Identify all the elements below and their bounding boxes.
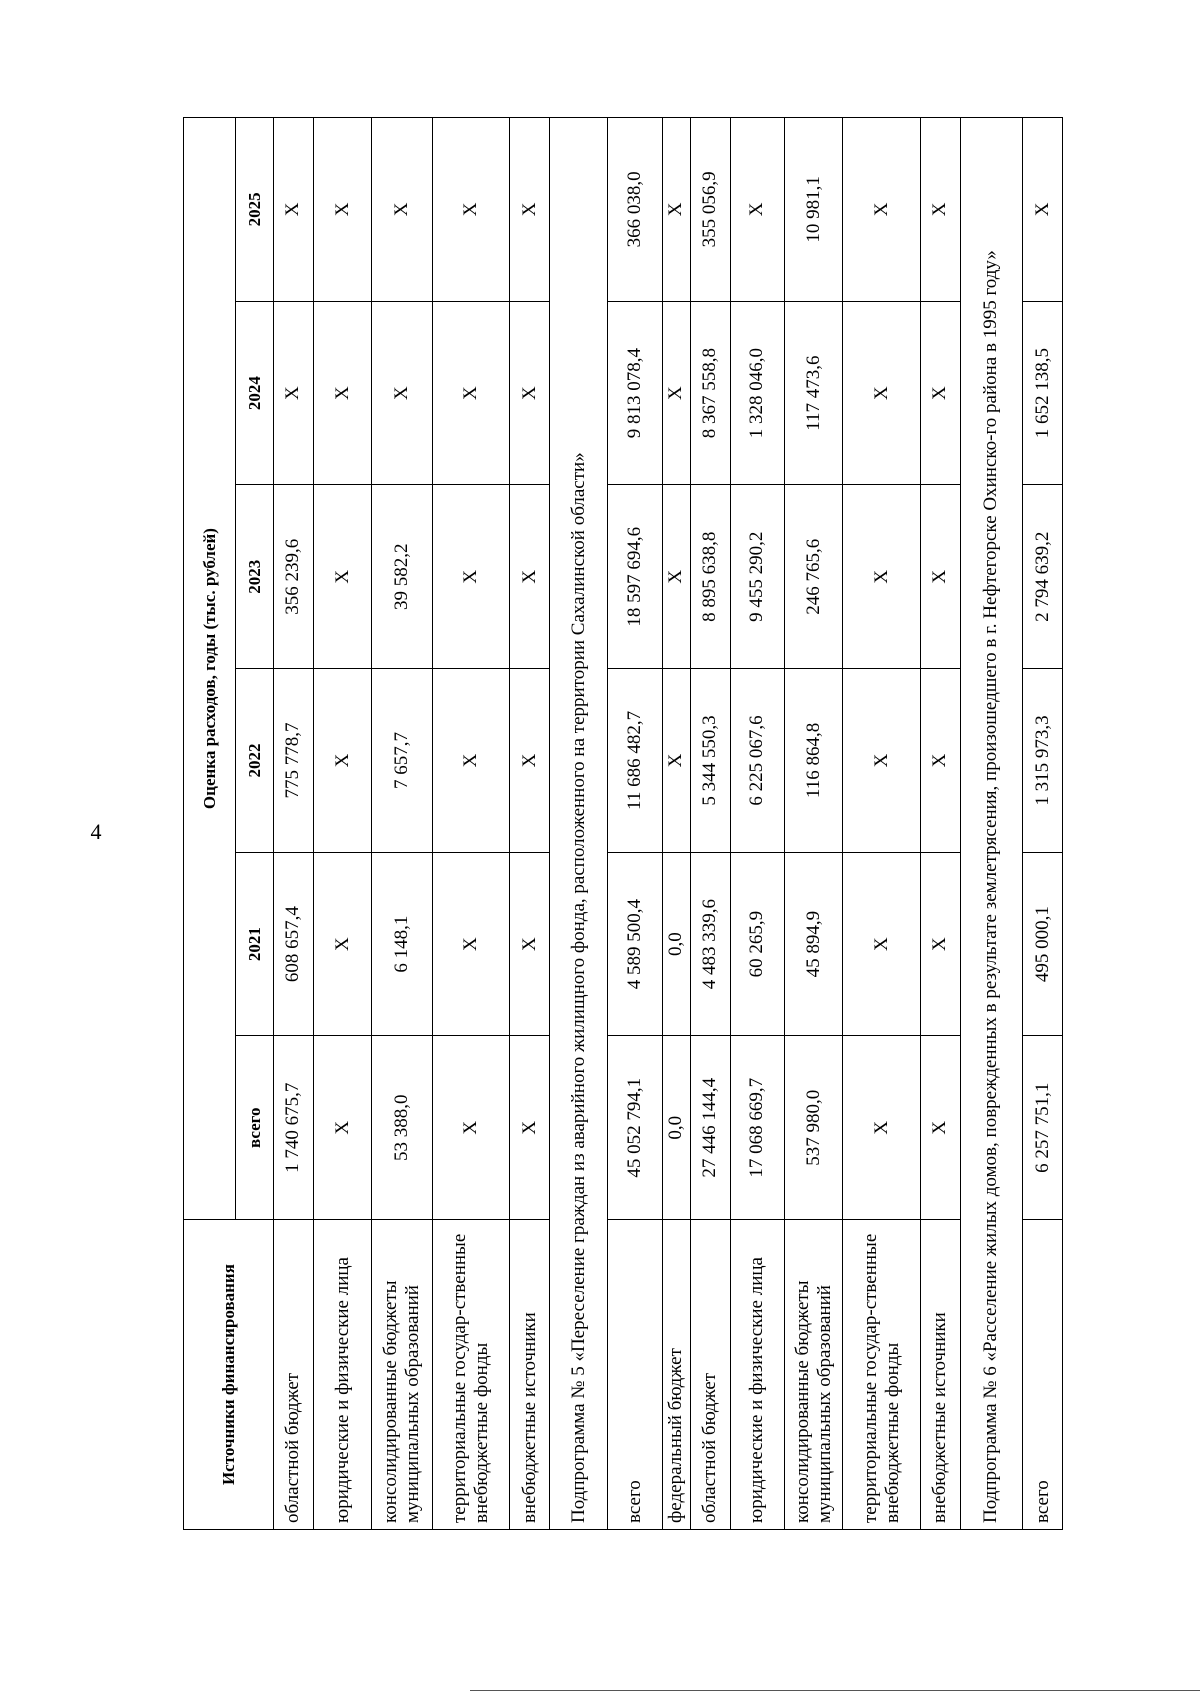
value-cell: 366 038,0 (608, 118, 662, 302)
value-cell: Х (432, 669, 509, 853)
value-cell: 117 473,6 (784, 301, 843, 485)
value-cell: 6 148,1 (372, 852, 433, 1036)
value-cell: 27 446 144,4 (690, 1036, 730, 1220)
value-cell: 116 864,8 (784, 669, 843, 853)
value-cell: Х (662, 301, 690, 485)
value-cell: 7 657,7 (372, 669, 433, 853)
table-row (662, 118, 690, 1530)
value-cell: Х (920, 669, 960, 853)
year-header: 2024 (236, 301, 274, 485)
table-row (274, 118, 314, 1530)
table-row (843, 118, 920, 1530)
value-cell: 4 483 339,6 (690, 852, 730, 1036)
value-cell: 2 794 639,2 (1023, 485, 1063, 669)
value-cell: Х (432, 301, 509, 485)
source-label: юридические и физические лица (313, 1220, 372, 1530)
source-label: внебюджетные источники (510, 1220, 550, 1530)
value-cell: Х (313, 669, 372, 853)
page-number: 4 (90, 819, 102, 844)
value-cell: Х (372, 118, 433, 302)
source-label: всего (1023, 1220, 1063, 1530)
source-label: областной бюджет (690, 1220, 730, 1530)
value-cell: Х (274, 118, 314, 302)
source-label: областной бюджет (274, 1220, 314, 1530)
year-header: 2022 (236, 669, 274, 853)
table-row (608, 118, 662, 1530)
value-cell: Х (920, 485, 960, 669)
source-label: территориальные государ-ственные внебюджетные фонды (843, 1220, 920, 1530)
subprogram-title: Подпрограмма № 5 «Переселение граждан из аварийного жилищного фонда, расположенного на территории Сахалинской области» (549, 118, 608, 1530)
value-cell: 60 265,9 (730, 852, 784, 1036)
value-cell: 9 455 290,2 (730, 485, 784, 669)
value-cell: Х (843, 485, 920, 669)
value-cell: Х (843, 118, 920, 302)
table-body (274, 118, 1063, 1530)
value-cell: 1 315 973,3 (1023, 669, 1063, 853)
value-cell: 1 652 138,5 (1023, 301, 1063, 485)
subprogram-row (960, 118, 1023, 1530)
year-header: 2021 (236, 852, 274, 1036)
value-cell: 356 239,6 (274, 485, 314, 669)
value-cell: Х (313, 852, 372, 1036)
year-header: 2023 (236, 485, 274, 669)
value-cell: 45 052 794,1 (608, 1036, 662, 1220)
value-cell: Х (843, 1036, 920, 1220)
value-cell: 9 813 078,4 (608, 301, 662, 485)
value-cell: Х (510, 852, 550, 1036)
value-cell: Х (843, 852, 920, 1036)
value-cell: 10 981,1 (784, 118, 843, 302)
value-cell: Х (313, 485, 372, 669)
value-cell: Х (843, 669, 920, 853)
table-row (432, 118, 509, 1530)
value-cell: 0,0 (662, 1036, 690, 1220)
subprogram-title: Подпрограмма № 6 «Расселение жилых домов, поврежденных в результате землетрясения, произошедшего в г. Нефтегорске Охинско-го района в 1995 году» (960, 118, 1023, 1530)
value-cell: 0,0 (662, 852, 690, 1036)
value-cell: 246 765,6 (784, 485, 843, 669)
value-cell: Х (1023, 118, 1063, 302)
year-header: всего (236, 1036, 274, 1220)
value-cell: 495 000,1 (1023, 852, 1063, 1036)
value-cell: Х (730, 118, 784, 302)
value-cell: Х (313, 301, 372, 485)
value-cell: Х (510, 669, 550, 853)
source-label: консолидированные бюджеты муниципальных образований (784, 1220, 843, 1530)
value-cell: 17 068 669,7 (730, 1036, 784, 1220)
value-cell: 18 597 694,6 (608, 485, 662, 669)
value-cell: 775 778,7 (274, 669, 314, 853)
source-label: федеральный бюджет (662, 1220, 690, 1530)
table-row (1023, 118, 1063, 1530)
value-cell: Х (662, 118, 690, 302)
value-cell: Х (843, 301, 920, 485)
source-label: внебюджетные источники (920, 1220, 960, 1530)
table-row (372, 118, 433, 1530)
value-cell: Х (510, 301, 550, 485)
value-cell: Х (432, 485, 509, 669)
table-row (730, 118, 784, 1530)
financing-table (183, 117, 1063, 1530)
value-cell: Х (274, 301, 314, 485)
table-row (510, 118, 550, 1530)
table-row (690, 118, 730, 1530)
value-cell: Х (432, 852, 509, 1036)
value-cell: Х (372, 301, 433, 485)
rotated-table-wrapper (183, 117, 1063, 1530)
table-row (920, 118, 960, 1530)
value-cell: Х (920, 852, 960, 1036)
value-cell: Х (662, 485, 690, 669)
value-cell: 608 657,4 (274, 852, 314, 1036)
estimate-header: Оценка расходов, годы (тыс. рублей) (184, 118, 236, 1220)
value-cell: 53 388,0 (372, 1036, 433, 1220)
value-cell: 11 686 482,7 (608, 669, 662, 853)
value-cell: 8 895 638,8 (690, 485, 730, 669)
value-cell: Х (510, 1036, 550, 1220)
value-cell: 39 582,2 (372, 485, 433, 669)
value-cell: Х (313, 1036, 372, 1220)
value-cell: 6 225 067,6 (730, 669, 784, 853)
table-row (784, 118, 843, 1530)
source-label: консолидированные бюджеты муниципальных образований (372, 1220, 433, 1530)
value-cell: 5 344 550,3 (690, 669, 730, 853)
value-cell: 8 367 558,8 (690, 301, 730, 485)
value-cell: Х (920, 1036, 960, 1220)
source-label: юридические и физические лица (730, 1220, 784, 1530)
page-edge-line (470, 1690, 1200, 1691)
table-row (313, 118, 372, 1530)
source-label: всего (608, 1220, 662, 1530)
value-cell: 4 589 500,4 (608, 852, 662, 1036)
value-cell: 45 894,9 (784, 852, 843, 1036)
year-header: 2025 (236, 118, 274, 302)
value-cell: Х (510, 118, 550, 302)
value-cell: 1 328 046,0 (730, 301, 784, 485)
value-cell: Х (432, 118, 509, 302)
source-label: территориальные государ-ственные внебюджетные фонды (432, 1220, 509, 1530)
sources-header: Источники финансирования (184, 1220, 274, 1530)
value-cell: Х (510, 485, 550, 669)
value-cell: Х (662, 669, 690, 853)
value-cell: Х (920, 301, 960, 485)
value-cell: Х (432, 1036, 509, 1220)
value-cell: 6 257 751,1 (1023, 1036, 1063, 1220)
value-cell: 537 980,0 (784, 1036, 843, 1220)
value-cell: 355 056,9 (690, 118, 730, 302)
subprogram-row (549, 118, 608, 1530)
value-cell: Х (920, 118, 960, 302)
value-cell: Х (313, 118, 372, 302)
value-cell: 1 740 675,7 (274, 1036, 314, 1220)
